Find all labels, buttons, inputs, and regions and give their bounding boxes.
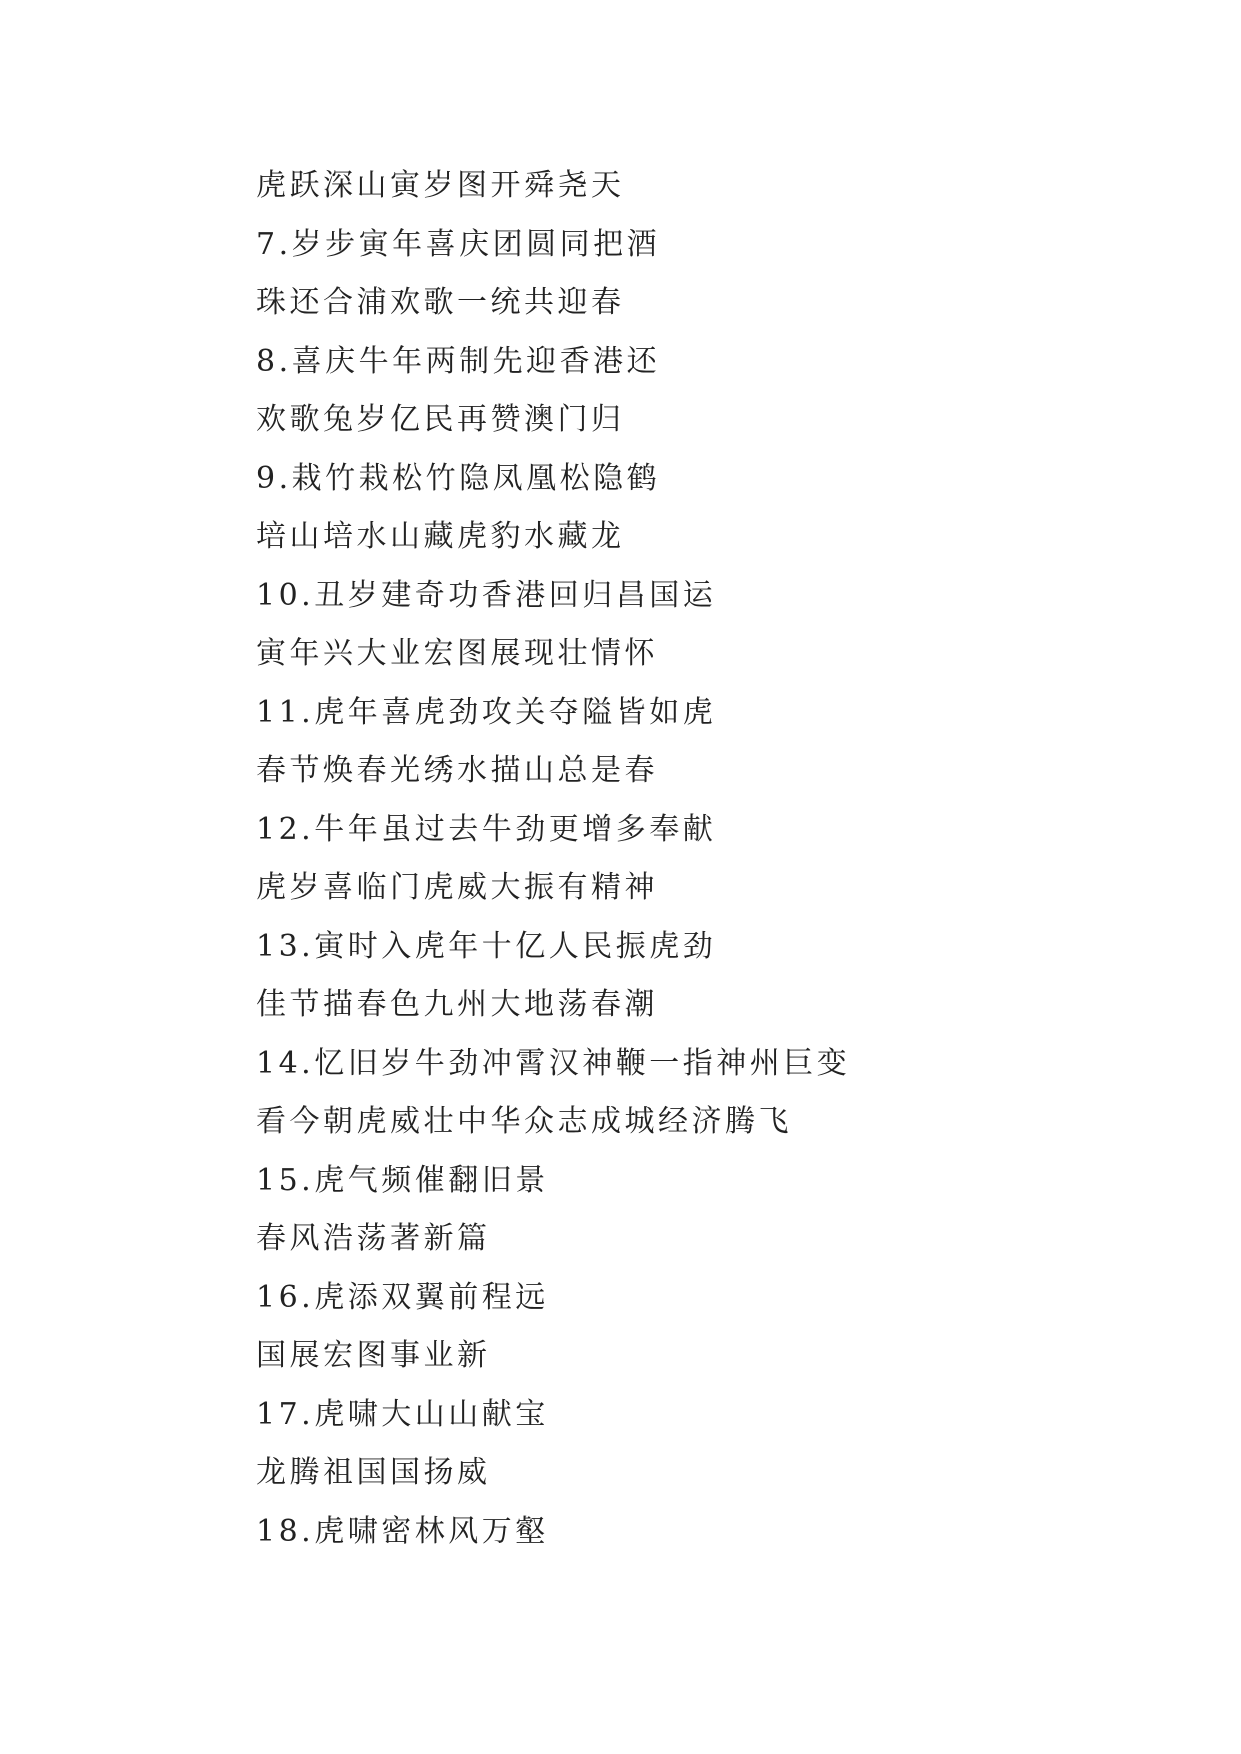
- text-line: 培山培水山藏虎豹水藏龙: [256, 519, 625, 554]
- text-line: 14.忆旧岁牛劲冲霄汉神鞭一指神州巨变: [256, 1045, 851, 1081]
- text-line: 虎岁喜临门虎威大振有精神: [256, 870, 658, 905]
- text-line: 11.虎年喜虎劲攻关夺隘皆如虎: [256, 694, 717, 730]
- text-line: 龙腾祖国国扬威: [256, 1455, 491, 1490]
- text-line: 9.栽竹栽松竹隐凤凰松隐鹤: [256, 460, 661, 496]
- text-line: 13.寅时入虎年十亿人民振虎劲: [256, 928, 717, 964]
- text-line: 佳节描春色九州大地荡春潮: [256, 987, 658, 1022]
- text-line: 寅年兴大业宏图展现壮情怀: [256, 636, 658, 671]
- text-line: 18.虎啸密林风万壑: [256, 1513, 549, 1549]
- text-line: 16.虎添双翼前程远: [256, 1279, 549, 1315]
- text-line: 欢歌兔岁亿民再赞澳门归: [256, 402, 625, 437]
- text-line: 12.牛年虽过去牛劲更增多奉献: [256, 811, 717, 847]
- text-line: 10.丑岁建奇功香港回归昌国运: [256, 577, 717, 613]
- text-line: 15.虎气频催翻旧景: [256, 1162, 549, 1198]
- text-line: 国展宏图事业新: [256, 1338, 491, 1373]
- text-line: 春节焕春光绣水描山总是春: [256, 753, 658, 788]
- text-line: 虎跃深山寅岁图开舜尧天: [256, 168, 625, 203]
- text-line: 珠还合浦欢歌一统共迎春: [256, 285, 625, 320]
- text-line: 7.岁步寅年喜庆团圆同把酒: [256, 226, 661, 262]
- text-line: 看今朝虎威壮中华众志成城经济腾飞: [256, 1104, 792, 1139]
- text-line: 春风浩荡著新篇: [256, 1221, 491, 1256]
- couplet-list: [256, 157, 1156, 1561]
- text-line: 17.虎啸大山山献宝: [256, 1396, 549, 1432]
- text-line: 8.喜庆牛年两制先迎香港还: [256, 343, 661, 379]
